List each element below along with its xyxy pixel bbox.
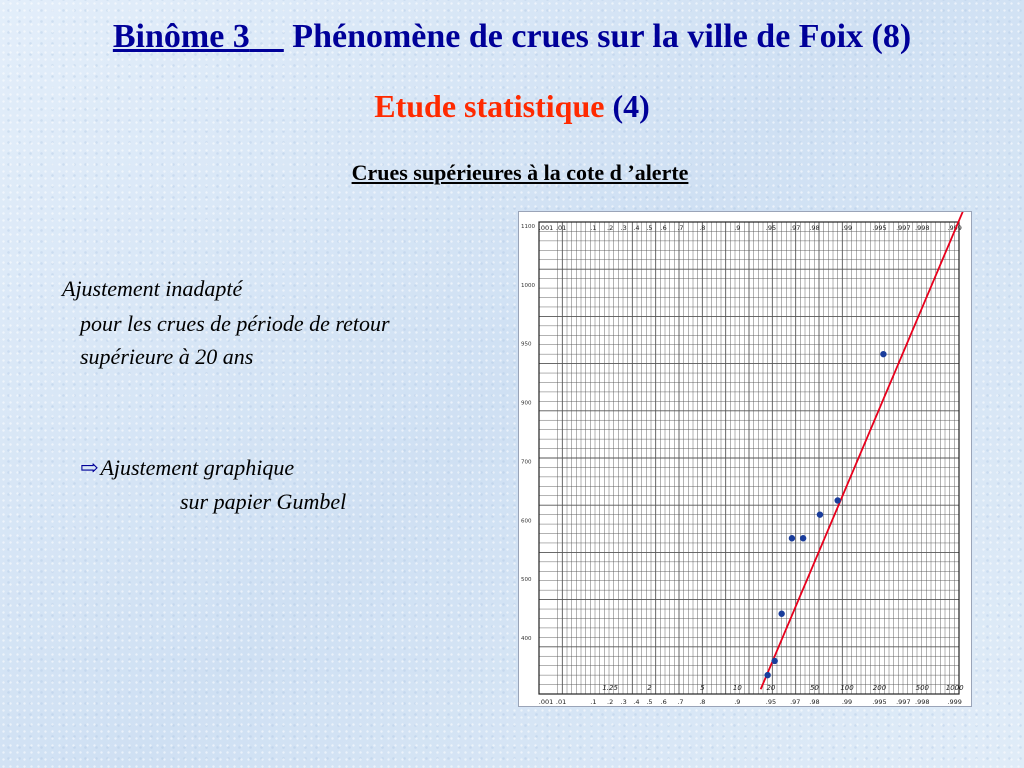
top-tick-label: .7: [677, 224, 684, 232]
data-point: [789, 535, 795, 541]
top-tick-label: .995: [872, 224, 887, 232]
data-point: [880, 351, 886, 357]
left-axis-label: 400: [521, 636, 532, 642]
return-period-label: 5: [700, 684, 705, 692]
bottom-prob-label: .97: [790, 698, 801, 706]
top-tick-label: .95: [765, 224, 777, 232]
return-period-label: 10: [732, 684, 742, 692]
title-text: Phénomène de crues sur la ville de Foix (8): [292, 18, 912, 55]
left-axis-label: 500: [521, 577, 532, 584]
label-layer: [521, 224, 964, 706]
top-tick-label: .99: [841, 224, 853, 232]
graphic-note-text-1: Ajustement graphique: [100, 455, 295, 480]
return-period-label: 200: [872, 684, 887, 692]
data-point: [800, 535, 806, 541]
bottom-prob-label: .5: [646, 698, 653, 706]
outline-right-arrow-icon: ⇨: [80, 455, 99, 480]
section-heading: Crues supérieures à la cote d ’alerte: [351, 160, 689, 185]
slide-title: [0, 18, 1024, 56]
bottom-prob-label: .6: [660, 698, 667, 706]
binome-label: Binôme 3: [112, 18, 250, 55]
top-tick-label: .4: [633, 224, 640, 232]
top-tick-label: .998: [915, 224, 930, 232]
left-axis-label: 1000: [521, 282, 535, 289]
left-axis-label: 700: [521, 459, 532, 466]
return-period-label: 2: [647, 684, 652, 692]
top-tick-label: .9: [734, 224, 741, 232]
subtitle-text: Etude statistique: [374, 88, 613, 124]
top-tick-label: .8: [699, 224, 706, 232]
top-tick-label: .2: [607, 224, 614, 232]
note-line-3: supérieure à 20 ans: [80, 344, 254, 369]
top-tick-label: .98: [809, 224, 820, 232]
bottom-prob-label: .99: [841, 698, 853, 706]
bottom-prob-label: .2: [607, 698, 614, 706]
binome-underline-space: [250, 18, 284, 55]
note-line-1: Ajustement inadapté: [62, 276, 243, 301]
note-line-2: pour les crues de période de retour: [80, 311, 390, 336]
bottom-prob-label: .999: [947, 698, 962, 706]
gumbel-chart: [518, 211, 972, 707]
data-point: [817, 511, 823, 517]
bottom-prob-label: .001: [538, 698, 554, 706]
bottom-prob-label: .01: [555, 698, 567, 706]
return-period-label: 100: [840, 684, 854, 692]
bottom-prob-label: .997: [896, 698, 911, 706]
graphic-note-line-1: [80, 455, 294, 481]
bottom-prob-label: .8: [699, 698, 706, 706]
left-axis-label: 1100: [521, 224, 535, 230]
data-point: [834, 497, 840, 503]
grid-layer: [539, 222, 962, 694]
bottom-prob-label: .1: [590, 698, 597, 706]
left-axis-label: 900: [521, 400, 532, 407]
top-tick-label: .01: [555, 224, 567, 232]
bottom-prob-label: .98: [809, 698, 820, 706]
bottom-prob-label: .95: [765, 698, 777, 706]
bottom-prob-label: .995: [872, 698, 887, 706]
top-tick-label: .999: [947, 224, 962, 232]
subtitle-number: (4): [612, 88, 650, 124]
data-point: [764, 672, 770, 678]
return-period-label: 1.25: [602, 684, 618, 692]
return-period-label: 500: [915, 684, 929, 692]
left-axis-label: 600: [521, 518, 532, 525]
slide-subtitle: [0, 88, 1024, 125]
return-period-label: 50: [809, 684, 819, 692]
return-period-label: 20: [766, 684, 776, 692]
left-axis-label: 950: [521, 341, 532, 348]
top-tick-label: .6: [660, 224, 667, 232]
bottom-prob-label: .4: [633, 698, 640, 706]
bottom-prob-label: .9: [734, 698, 741, 706]
top-tick-label: .997: [896, 224, 911, 232]
top-tick-label: .001: [538, 224, 554, 232]
top-tick-label: .5: [646, 224, 653, 232]
graphic-note-line-2: sur papier Gumbel: [180, 489, 347, 514]
gumbel-chart-svg: [519, 212, 971, 706]
top-tick-label: .97: [790, 224, 801, 232]
return-period-label: 1000: [945, 684, 964, 692]
top-tick-label: .3: [620, 224, 627, 232]
bottom-prob-label: .7: [677, 698, 684, 706]
bottom-prob-label: .3: [620, 698, 627, 706]
top-tick-label: .1: [590, 224, 597, 232]
data-point: [778, 611, 784, 617]
data-point: [771, 658, 777, 664]
bottom-prob-label: .998: [915, 698, 930, 706]
